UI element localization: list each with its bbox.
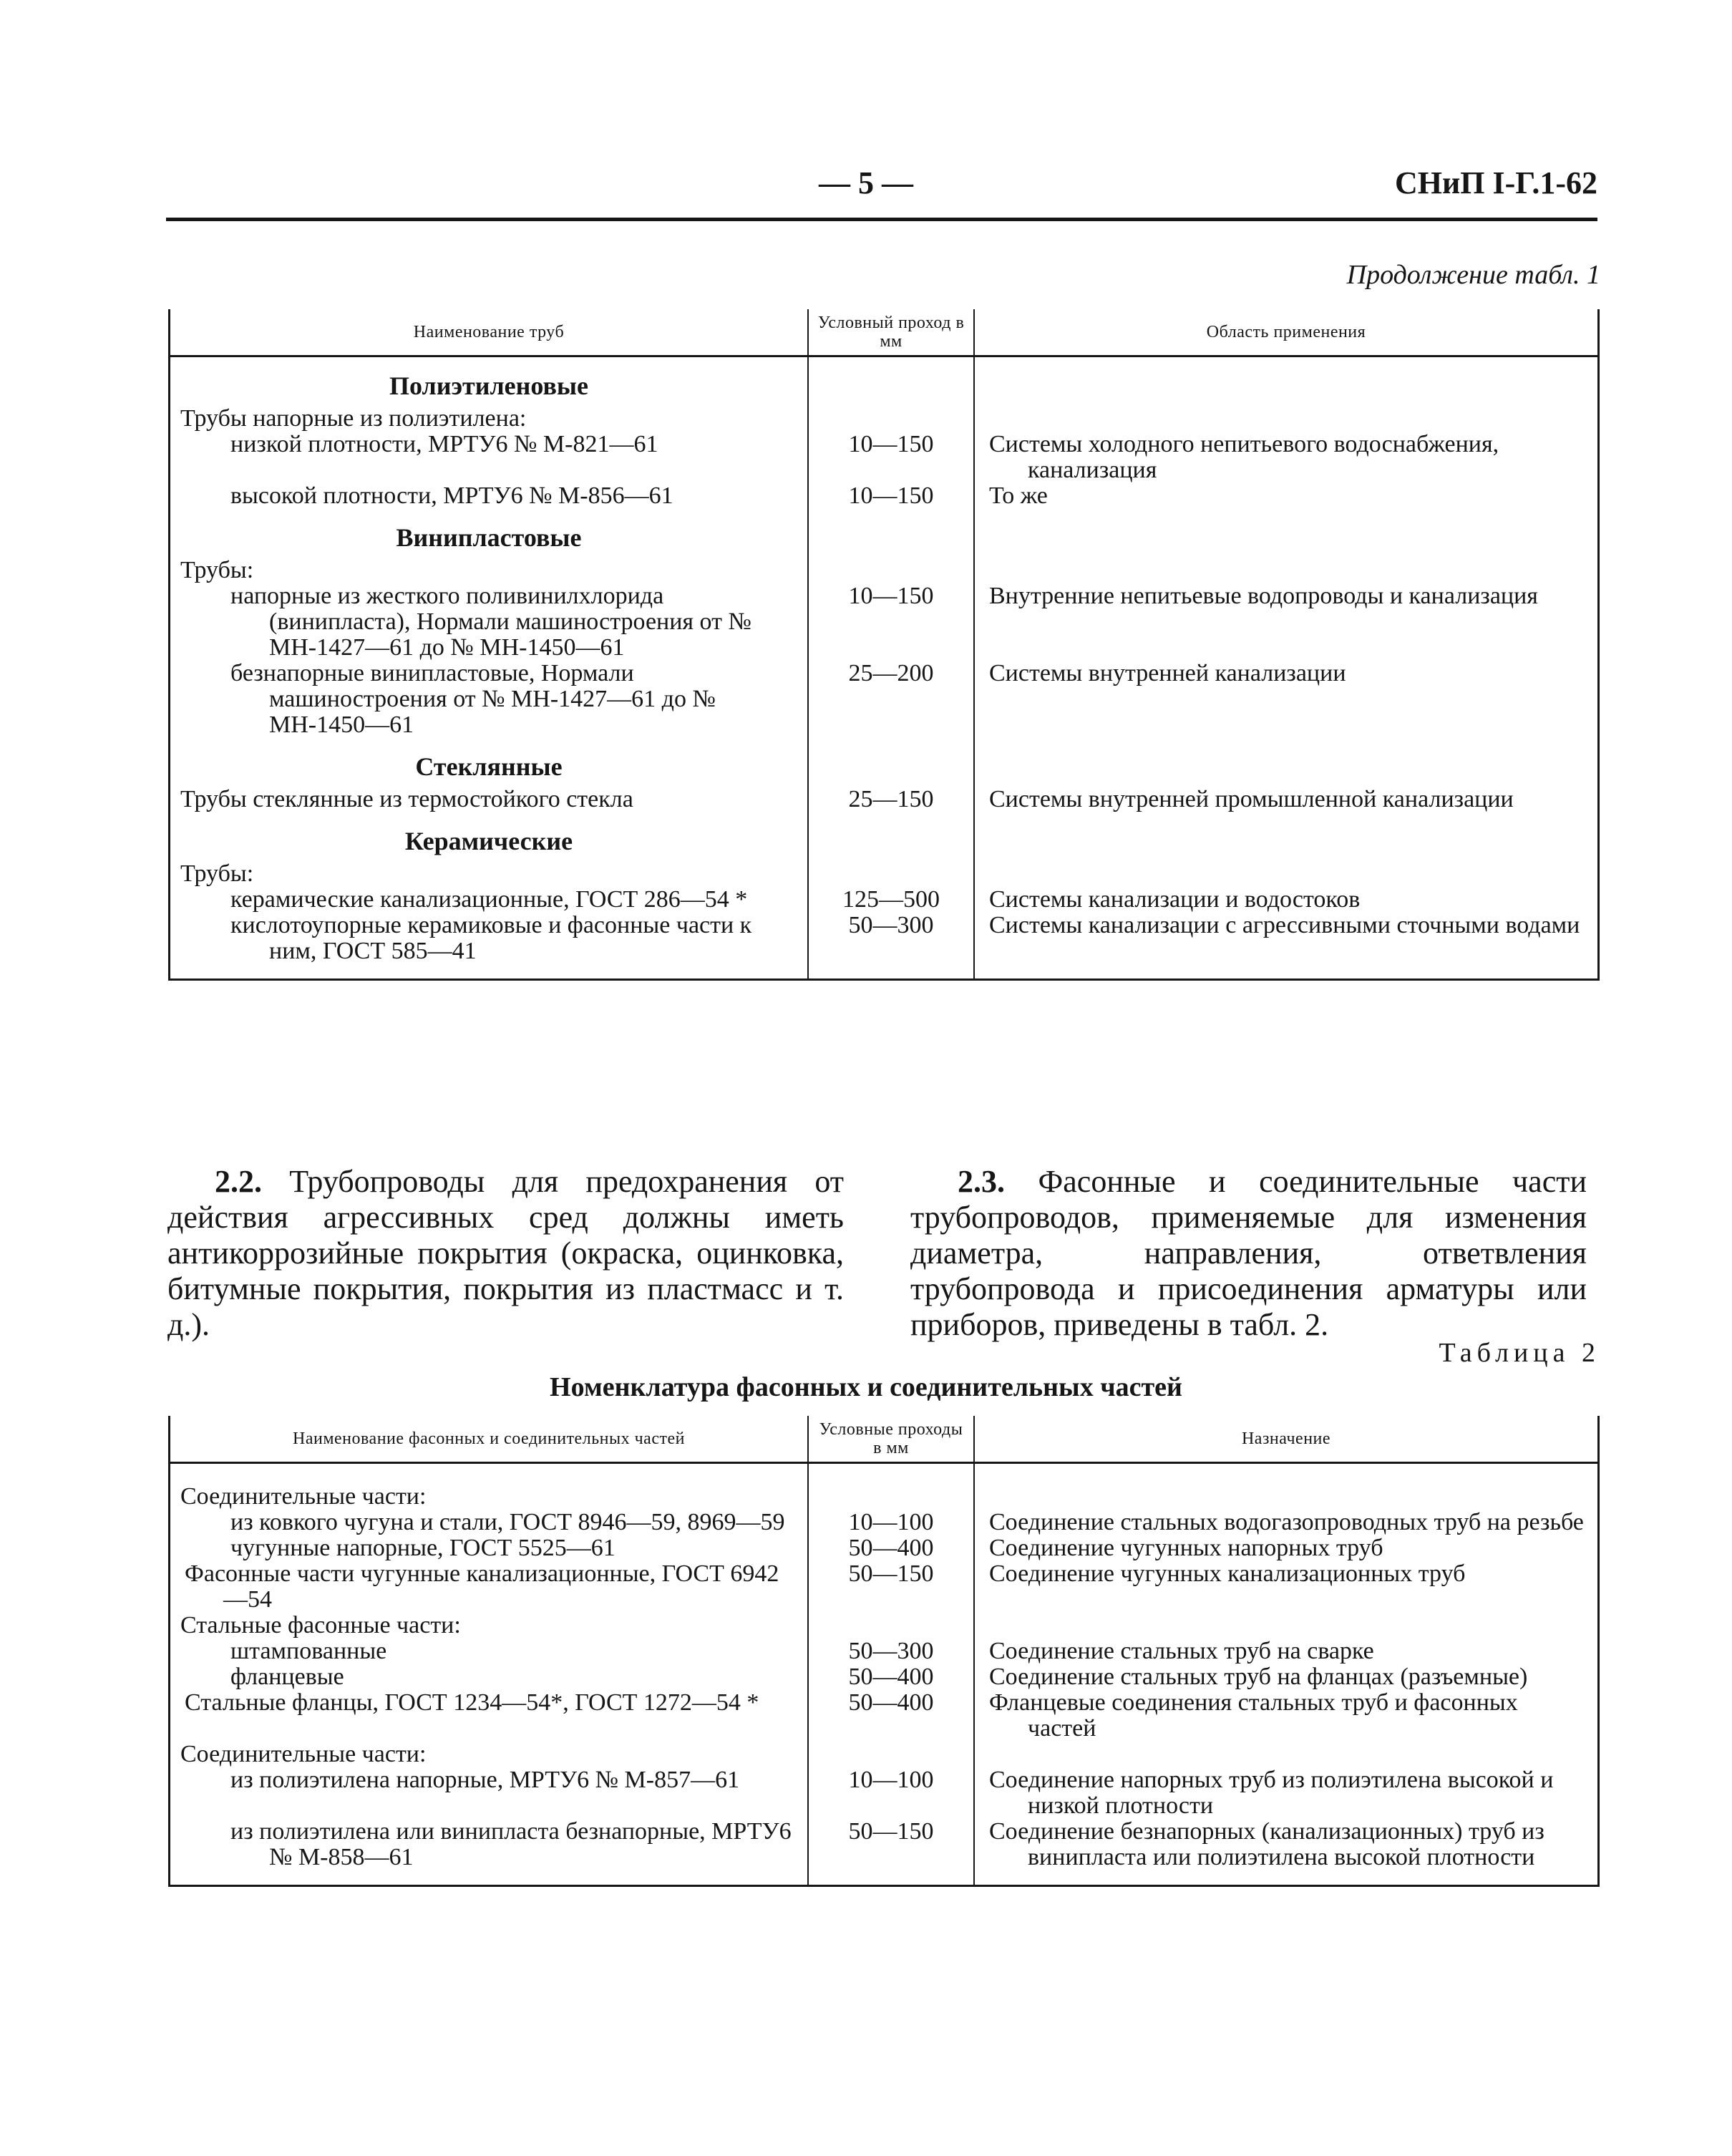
table2-col-size: Условные проходы в мм bbox=[808, 1416, 974, 1463]
table2-row-use: Соединение стальных труб на сварке bbox=[974, 1638, 1599, 1664]
table2-bottom-rule bbox=[170, 1870, 1599, 1886]
table-row bbox=[170, 1690, 1599, 1742]
table1-section-title: Винипластовые bbox=[170, 509, 1599, 558]
table2-row-size: 10—100 bbox=[808, 1510, 974, 1535]
table2-row-name: Стальные фасонные части: bbox=[170, 1613, 809, 1638]
table1-row-size: 50—300 bbox=[808, 913, 974, 964]
table2-row-use: Фланцевые соединения стальных труб и фасонных частей bbox=[974, 1690, 1599, 1742]
table-row bbox=[170, 1664, 1599, 1690]
table2-row-name: из полиэтилена или винипласта безнапорные, МРТУ6 № М-858—61 bbox=[170, 1819, 809, 1870]
table1-section-title: Полиэтиленовые bbox=[170, 356, 1599, 407]
table-row bbox=[170, 483, 1599, 509]
table2-row-size: 50—400 bbox=[808, 1690, 974, 1742]
table1-row-size: 125—500 bbox=[808, 887, 974, 913]
table1-row-use: Системы канализации и водостоков bbox=[974, 887, 1599, 913]
table2-row-size bbox=[808, 1613, 974, 1638]
table2-lead bbox=[170, 1613, 1599, 1638]
table2-row-name: Соединительные части: bbox=[170, 1742, 809, 1767]
table1-row-use: Системы холодного непитьевого водоснабжения, канализация bbox=[974, 432, 1599, 483]
table1-row-use: Системы внутренней промышленной канализации bbox=[974, 787, 1599, 812]
table1-row-name: Трубы стеклянные из термостойкого стекла bbox=[170, 787, 809, 812]
table-row bbox=[170, 1767, 1599, 1819]
table-row bbox=[170, 432, 1599, 483]
table1-col-use: Область применения bbox=[974, 309, 1599, 356]
table-row bbox=[170, 1638, 1599, 1664]
table-row bbox=[170, 1510, 1599, 1535]
table1-row-name: керамические канализационные, ГОСТ 286—54 * bbox=[170, 887, 809, 913]
table1-lead: Трубы напорные из полиэтилена: bbox=[170, 406, 1599, 432]
table2-row-use: Соединение стальных труб на фланцах (разъемные) bbox=[974, 1664, 1599, 1690]
table1-row-use: Системы канализации с агрессивными сточными водами bbox=[974, 913, 1599, 964]
table2-row-name: Стальные фланцы, ГОСТ 1234—54*, ГОСТ 1272—54 * bbox=[170, 1690, 809, 1742]
table1-row-use: Внутренние непитьевые водопроводы и канализация bbox=[974, 583, 1599, 661]
table1-row-name: безнапорные винипластовые, Нормали машиностроения от № МН-1427—61 до № МН-1450—61 bbox=[170, 661, 809, 738]
table2-title: Номенклатура фасонных и соединительных частей bbox=[550, 1372, 1182, 1402]
table-row bbox=[170, 1535, 1599, 1561]
table2-row-size: 50—150 bbox=[808, 1561, 974, 1613]
table2-col-use: Назначение bbox=[974, 1416, 1599, 1463]
table2-row-size: 50—400 bbox=[808, 1664, 974, 1690]
paragraph-2-3 bbox=[910, 1164, 1587, 1343]
table2-row-size: 10—100 bbox=[808, 1767, 974, 1819]
table2-row-name: чугунные напорные, ГОСТ 5525—61 bbox=[170, 1535, 809, 1561]
table-row bbox=[170, 1819, 1599, 1870]
table2-body bbox=[170, 1463, 1599, 1886]
table-row bbox=[170, 913, 1599, 964]
table2-row-name: Соединительные части: bbox=[170, 1484, 809, 1510]
table-row bbox=[170, 583, 1599, 661]
table2-row-name: из ковкого чугуна и стали, ГОСТ 8946—59, 8969—59 bbox=[170, 1510, 809, 1535]
table1-row-name: кислотоупорные керамиковые и фасонные части к ним, ГОСТ 585—41 bbox=[170, 913, 809, 964]
table1-row-use: Системы внутренней канализации bbox=[974, 661, 1599, 738]
table1-section-title: Стеклянные bbox=[170, 738, 1599, 787]
table1-bottom-rule bbox=[170, 964, 1599, 980]
table2-row-use: Соединение стальных водогазопроводных труб на резьбе bbox=[974, 1510, 1599, 1535]
table2-row-name: штампованные bbox=[170, 1638, 809, 1664]
document-code: СНиП I-Г.1-62 bbox=[1394, 165, 1597, 200]
table1-row-size: 25—200 bbox=[808, 661, 974, 738]
table1-section-title: Керамические bbox=[170, 812, 1599, 861]
paragraph-2-2-text: Трубопроводы для предохранения от действия агрессивных сред должны иметь антикоррозийные покрытия (окраска, оцинковка, битумные покрытия, покрытия из пластмасс и т. д.). bbox=[167, 1164, 844, 1342]
header-divider bbox=[166, 218, 1597, 221]
table2-row-use: Соединение напорных труб из полиэтилена высокой и низкой плотности bbox=[974, 1767, 1599, 1819]
table2-row-use bbox=[974, 1484, 1599, 1510]
table-row bbox=[170, 661, 1599, 738]
table2-row-use: Соединение безнапорных (канализационных) труб из винипласта или полиэтилена высокой плотности bbox=[974, 1819, 1599, 1870]
table1-row-size: 10—150 bbox=[808, 583, 974, 661]
table1-col-size: Условный проход в мм bbox=[808, 309, 974, 356]
table2 bbox=[168, 1416, 1600, 1887]
table2-row-name: фланцевые bbox=[170, 1664, 809, 1690]
table1-row-name: напорные из жесткого поливинилхлорида (винипласта), Нормали машиностроения от № МН-1427—61 до № МН-1450—61 bbox=[170, 583, 809, 661]
table2-label: Таблица 2 bbox=[1439, 1338, 1600, 1368]
table2-row-size bbox=[808, 1742, 974, 1767]
table1-lead: Трубы: bbox=[170, 861, 1599, 887]
table2-row-size: 50—300 bbox=[808, 1638, 974, 1664]
table1-row-size: 25—150 bbox=[808, 787, 974, 812]
table2-col-name: Наименование фасонных и соединительных частей bbox=[170, 1416, 809, 1463]
table1-continuation: Продолжение табл. 1 bbox=[1346, 260, 1600, 290]
table2-lead bbox=[170, 1484, 1599, 1510]
table1-col-name: Наименование труб bbox=[170, 309, 809, 356]
table-row bbox=[170, 1561, 1599, 1613]
table1-row-size: 10—150 bbox=[808, 483, 974, 509]
table1-row-use: То же bbox=[974, 483, 1599, 509]
table1 bbox=[168, 309, 1600, 981]
table2-row-name: из полиэтилена напорные, МРТУ6 № М-857—61 bbox=[170, 1767, 809, 1819]
table1-row-name: высокой плотности, МРТУ6 № М-856—61 bbox=[170, 483, 809, 509]
paragraph-2-2 bbox=[167, 1164, 844, 1343]
paragraph-2-2-number: 2.2. bbox=[215, 1164, 262, 1199]
table2-lead bbox=[170, 1742, 1599, 1767]
table-row bbox=[170, 887, 1599, 913]
table2-row-size: 50—150 bbox=[808, 1819, 974, 1870]
table2-row-use: Соединение чугунных напорных труб bbox=[974, 1535, 1599, 1561]
table2-row-size: 50—400 bbox=[808, 1535, 974, 1561]
table-row bbox=[170, 787, 1599, 812]
table2-row-use bbox=[974, 1613, 1599, 1638]
page-number: — 5 — bbox=[819, 165, 913, 200]
paragraph-2-3-number: 2.3. bbox=[958, 1164, 1005, 1199]
table1-row-name: низкой плотности, МРТУ6 № М-821—61 bbox=[170, 432, 809, 483]
table1-row-size: 10—150 bbox=[808, 432, 974, 483]
table2-row-name: Фасонные части чугунные канализационные, ГОСТ 6942—54 bbox=[170, 1561, 809, 1613]
table2-row-size bbox=[808, 1484, 974, 1510]
paragraph-2-3-text: Фасонные и соединительные части трубопроводов, применяемые для изменения диаметра, направления, ответвления трубопровода и присоединения арматуры или приборов, приведены в табл. 2. bbox=[910, 1164, 1587, 1342]
table2-row-use: Соединение чугунных канализационных труб bbox=[974, 1561, 1599, 1613]
table1-lead: Трубы: bbox=[170, 558, 1599, 583]
table2-row-use bbox=[974, 1742, 1599, 1767]
